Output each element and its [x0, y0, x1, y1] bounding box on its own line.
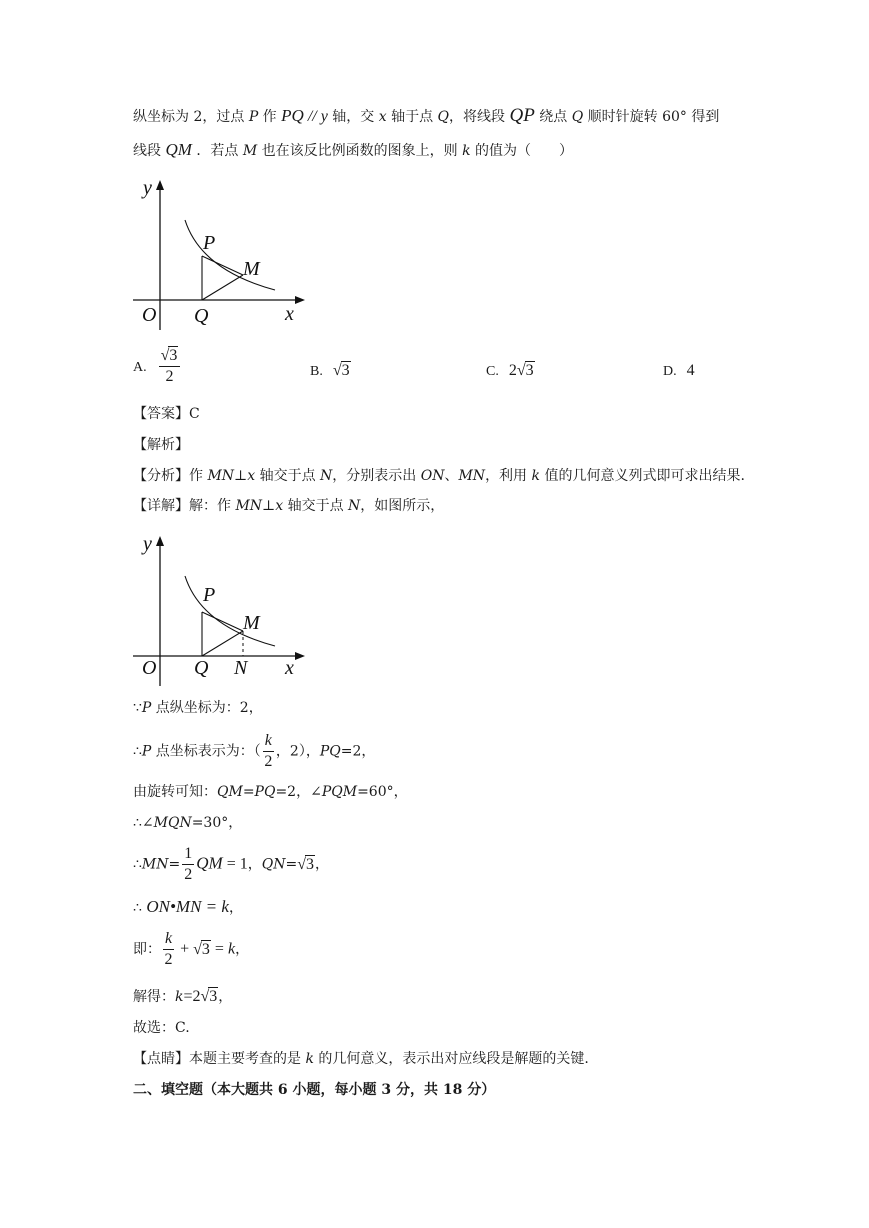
fig2-label-N: N	[234, 657, 248, 679]
step-4: ∴∠MQN=30°，	[133, 815, 243, 831]
fig2-label-x: x	[285, 657, 294, 679]
fig1-label-x: x	[285, 303, 294, 325]
fig1-label-Q: Q	[194, 305, 209, 327]
question-line-2: 线段 QM ．若点 M 也在该反比例函数的图象上，则 k 的值为（ ）	[133, 140, 573, 159]
answer-line: 【答案】C	[133, 406, 200, 422]
step-1: ∵P 点纵坐标为：2，	[133, 700, 263, 716]
fig1-label-M: M	[243, 258, 260, 280]
figure-1-graph	[133, 172, 313, 332]
fig2-label-P: P	[203, 584, 216, 606]
fig2-label-Q: Q	[194, 657, 209, 679]
option-a: A. $\frac{√3}{2}$	[133, 348, 182, 385]
step-3: 由旋转可知：QM=PQ=2，∠PQM=60°，	[133, 784, 408, 800]
fig2-label-O: O	[142, 657, 157, 679]
fig1-label-O: O	[142, 304, 157, 326]
analysis-heading: 【解析】	[133, 437, 189, 453]
figure-2-graph	[133, 528, 313, 688]
step-8: 解得：k=2√3，	[133, 988, 233, 1005]
step-9: 故选：C.	[133, 1020, 190, 1036]
step-5: ∴MN= $\frac{1}{2}$ QM = 1，QN=√3，	[133, 845, 329, 883]
fig1-label-y: y	[143, 177, 152, 199]
fig1-label-P: P	[203, 232, 216, 254]
option-c: C. 2√3	[486, 362, 534, 379]
step-2: ∴P 点坐标表示为：（ $\frac{k}{2}$ ，2），PQ=2，	[133, 732, 376, 770]
section-heading: 二、填空题（本大题共 6 小题，每小题 3 分，共 18 分）	[133, 1082, 496, 1098]
option-d: D. 4	[663, 362, 695, 379]
fig2-label-y: y	[143, 533, 152, 555]
option-b: B. √3	[310, 362, 350, 379]
step-6: ∴ ON•MN = k，	[133, 897, 243, 916]
step-7: 即： $\frac{k}{2}$ + √3 = k，	[133, 930, 250, 968]
fig2-label-M: M	[243, 612, 260, 634]
fenxi-line: 【分析】作 MN⊥x 轴交于点 N，分别表示出 ON、MN，利用 k 值的几何意义列式即可求出结果.	[133, 468, 745, 484]
dianjing-line: 【点睛】本题主要考查的是 k 的几何意义，表示出对应线段是解题的关键.	[133, 1051, 589, 1067]
xiangjie-line: 【详解】解：作 MN⊥x 轴交于点 N，如图所示，	[133, 498, 445, 514]
question-line-1: 纵坐标为 2，过点 P 作 PQ // y 轴，交 x 轴于点 Q，将线段 QP 绕点 Q 顺时针旋转 60° 得到	[133, 105, 720, 126]
